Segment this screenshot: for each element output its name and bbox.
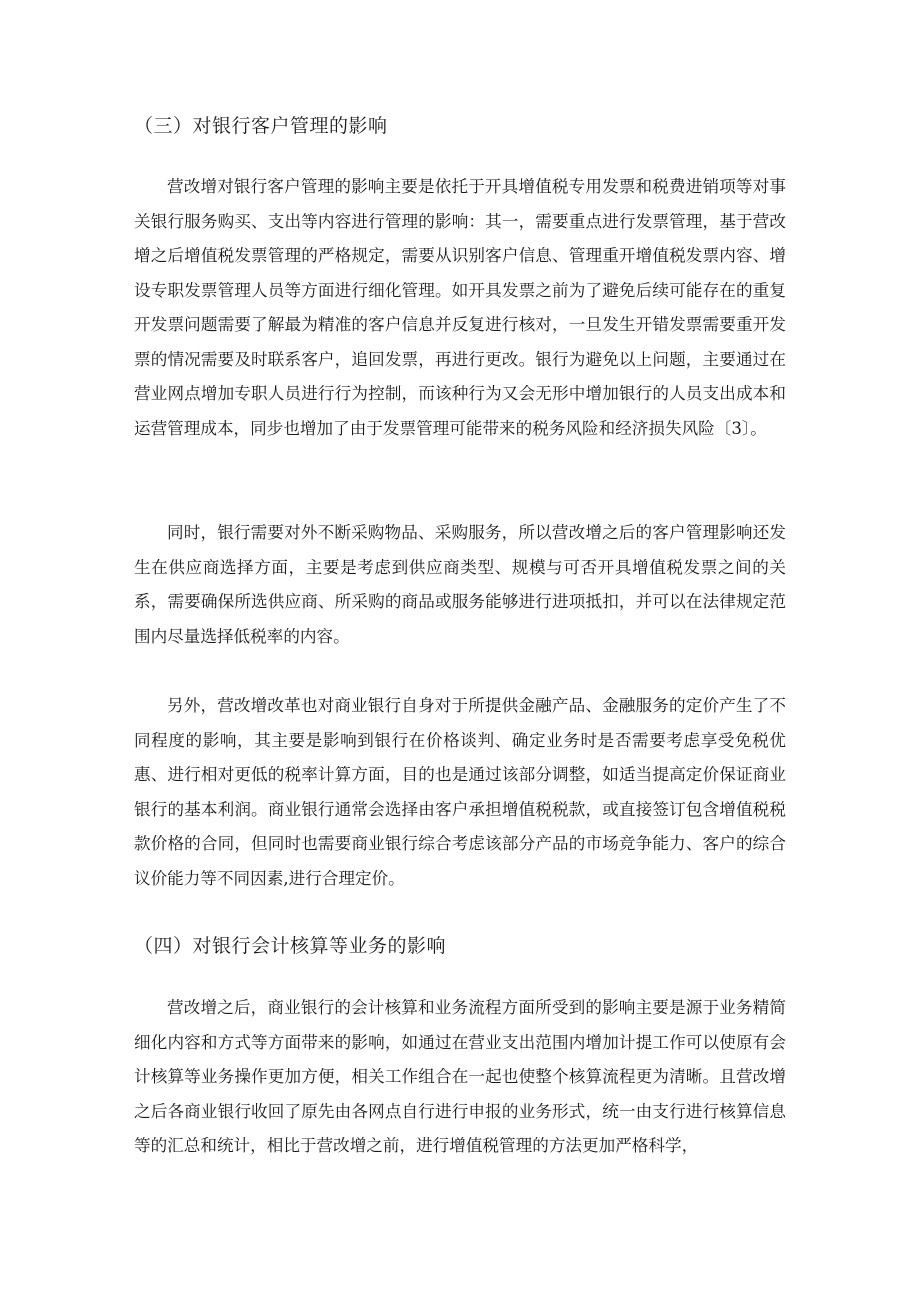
section-heading-customer-management: （三）对银行客户管理的影响 xyxy=(134,115,388,137)
paragraph-supplier-selection: 同时，银行需要对外不断采购物品、采购服务，所以营改增之后的客户管理影响还发生在供应商选择方面，主要是考虑到供应商类型、规模与可否开具增值税发票之间的关系，需要确保所选供应商、所采购的商品或服务能够进行进项抵扣，并可以在法律规定范围内尽量选择低税率的内容。 xyxy=(134,523,786,646)
paragraph-invoice-management: 营改增对银行客户管理的影响主要是依托于开具增值税专用发票和税费进销项等对事关银行服务购买、支出等内容进行管理的影响：其一，需要重点进行发票管理，基于营改增之后增值税发票管理的严格规定，需要从识别客户信息、管理重开增值税发票内容、增设专职发票管理人员等方面进行细化管理。如开具发票之前为了避免后续可能存在的重复开发票问题需要了解最为精准的客户信息并反复进行核对，一旦发生开错发票需要重开发票的情况需要及时联系客户，追回发票，再进行更改。银行为避免以上问题，主要通过在营业网点增加专职人员进行行为控制，而该种行为又会无形中增加银行的人员支出成本和运营管理成本，同步也增加了由于发票管理可能带来的税务风险和经济损失风险〔3〕。 xyxy=(134,177,786,438)
paragraph-product-pricing: 另外，营改增改革也对商业银行自身对于所提供金融产品、金融服务的定价产生了不同程度的影响，其主要是影响到银行在价格谈判、确定业务时是否需要考虑享受免税优惠、进行相对更低的税率计算方面，目的也是通过该部分调整，如适当提高定价保证商业银行的基本利润。商业银行通常会选择由客户承担增值税税款，或直接签订包含增值税税款价格的合同，但同时也需要商业银行综合考虑该部分产品的市场竞争能力、客户的综合议价能力等不同因素,进行合理定价。 xyxy=(134,696,786,888)
section-heading-accounting: （四）对银行会计核算等业务的影响 xyxy=(134,935,447,957)
paragraph-accounting-process: 营改增之后，商业银行的会计核算和业务流程方面所受到的影响主要是源于业务精简细化内容和方式等方面带来的影响，如通过在营业支出范围内增加计提工作可以使原有会计核算等业务操作更加方便，相关工作组合在一起也使整个核算流程更为清晰。且营改增之后各商业银行收回了原先由各网点自行进行申报的业务形式，统一由支行进行核算信息等的汇总和统计，相比于营改增之前，进行增值税管理的方法更加严格科学， xyxy=(134,998,786,1155)
